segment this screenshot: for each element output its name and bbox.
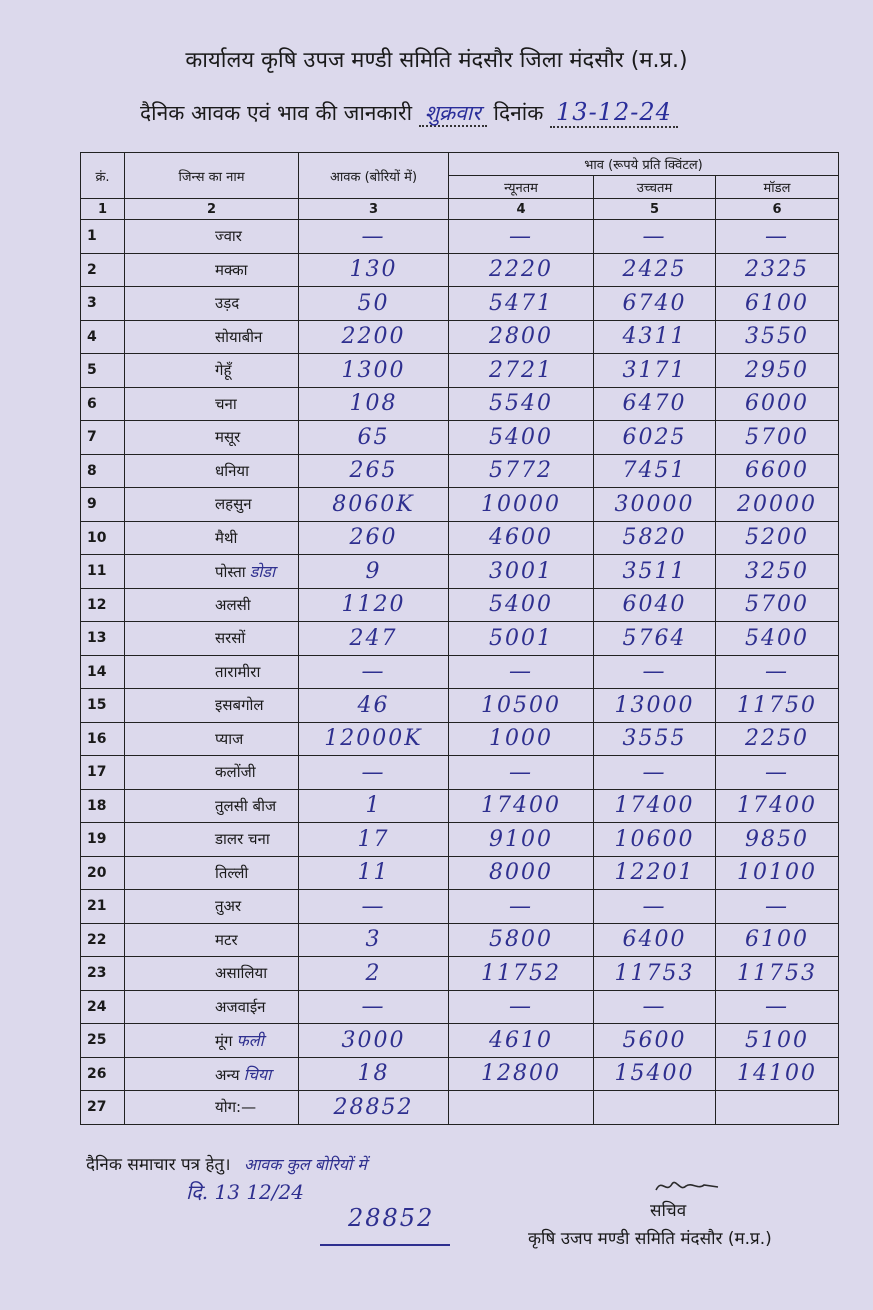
row-max-price: 5600 [594,1024,716,1058]
row-commodity [125,488,299,522]
row-min-price: 1000 [449,722,594,756]
table-row [81,421,839,455]
row-sn: 5 [81,354,125,388]
row-sn: 27 [81,1091,125,1125]
handwritten-arrival-note: आवक कुल बोरियों में [243,1155,367,1174]
table-row [81,622,839,656]
row-max-price: 6400 [594,923,716,957]
row-sn: 24 [81,990,125,1024]
table-row [81,454,839,488]
commodity-note: डोडा [249,562,276,582]
row-min-price: 8000 [449,856,594,890]
row-sn: 22 [81,923,125,957]
row-arrival: 17 [299,823,449,857]
row-min-price: 5400 [449,421,594,455]
row-arrival: 65 [299,421,449,455]
row-arrival: — [299,756,449,790]
header-commodity: जिन्स का नाम [125,153,299,199]
row-modal-price: 6600 [716,454,839,488]
commodity-name: असालिया [215,964,268,983]
row-modal-price: 2250 [716,722,839,756]
row-max-price: 7451 [594,454,716,488]
report-subtitle: दैनिक आवक एवं भाव की जानकारी [140,101,413,125]
row-modal-price: 2325 [716,253,839,287]
office-title: कार्यालय कृषि उपज मण्डी समिति मंदसौर जिला मंदसौर (म.प्र.) [185,48,688,73]
row-sn: 4 [81,320,125,354]
row-sn: 3 [81,287,125,321]
report-date: 13-12-24 [550,98,678,128]
row-max-price: 3171 [594,354,716,388]
row-commodity [125,990,299,1024]
commodity-name: मसूर [215,428,241,447]
row-min-price: 3001 [449,555,594,589]
table-row [81,722,839,756]
commodity-note: चिया [243,1064,272,1084]
header-sn: क्रं. [81,153,125,199]
row-min-price: — [449,756,594,790]
row-commodity [125,287,299,321]
row-min-price: 5471 [449,287,594,321]
row-arrival: 1120 [299,588,449,622]
commodity-name: तारामीरा [215,662,261,681]
secretary-label: सचिव [650,1201,687,1221]
row-max-price: 15400 [594,1057,716,1091]
commodity-name: तिल्ली [215,863,249,882]
row-max-price: 11753 [594,957,716,991]
index-cell: 3 [299,199,449,220]
row-min-price: 17400 [449,789,594,823]
row-min-price: 5001 [449,622,594,656]
row-max-price: 6025 [594,421,716,455]
row-min-price: 2800 [449,320,594,354]
row-max-price: 6470 [594,387,716,421]
row-arrival: 1 [299,789,449,823]
row-commodity [125,454,299,488]
table-row [81,823,839,857]
row-max-price: 4311 [594,320,716,354]
row-min-price: 5800 [449,923,594,957]
row-arrival: — [299,990,449,1024]
row-commodity [125,655,299,689]
commodity-name: अन्य [215,1065,240,1084]
header-modal: मॉडल [716,176,839,199]
row-modal-price: 11750 [716,689,839,723]
table-row [81,287,839,321]
row-max-price [594,1091,716,1125]
row-arrival: 50 [299,287,449,321]
row-sn: 26 [81,1057,125,1091]
row-sn: 13 [81,622,125,656]
header-arrival: आवक (बोरियों में) [299,153,449,199]
row-modal-price: 6100 [716,287,839,321]
commodity-name: कलोंजी [215,763,256,782]
row-arrival: 3000 [299,1024,449,1058]
row-commodity [125,789,299,823]
row-arrival: 130 [299,253,449,287]
table-row [81,1091,839,1125]
commodity-name: सोयाबीन [215,327,263,346]
header-max: उच्चतम [594,176,716,199]
header-price-group: भाव (रूपये प्रति क्विंटल) [449,153,839,176]
row-arrival: 18 [299,1057,449,1091]
commodity-name: गेहूँ [215,361,232,380]
row-arrival: 1300 [299,354,449,388]
row-max-price: 5820 [594,521,716,555]
row-sn: 10 [81,521,125,555]
newspaper-label: दैनिक समाचार पत्र हेतु। [86,1155,231,1175]
row-modal-price: 9850 [716,823,839,857]
row-modal-price: 3250 [716,555,839,589]
row-min-price [449,1091,594,1125]
row-modal-price: — [716,220,839,254]
row-sn: 21 [81,890,125,924]
row-arrival: 260 [299,521,449,555]
row-min-price: 10500 [449,689,594,723]
row-sn: 17 [81,756,125,790]
row-commodity [125,555,299,589]
row-modal-price: 11753 [716,957,839,991]
table-row [81,253,839,287]
table-row [81,588,839,622]
row-arrival: — [299,655,449,689]
row-modal-price: 10100 [716,856,839,890]
row-arrival: 3 [299,923,449,957]
table-row [81,555,839,589]
table-row [81,990,839,1024]
row-modal-price: — [716,756,839,790]
commodity-name: धनिया [215,461,250,480]
row-min-price: 4600 [449,521,594,555]
row-max-price: 6740 [594,287,716,321]
report-day: शुक्रवार [419,101,487,127]
index-cell: 1 [81,199,125,220]
table-row [81,320,839,354]
row-arrival: — [299,890,449,924]
row-max-price: 3555 [594,722,716,756]
row-commodity [125,722,299,756]
row-arrival: 9 [299,555,449,589]
row-commodity [125,521,299,555]
column-index-row [81,199,839,220]
table-row [81,756,839,790]
row-commodity [125,689,299,723]
row-arrival: 8060K [299,488,449,522]
row-modal-price: — [716,990,839,1024]
row-min-price: 11752 [449,957,594,991]
row-min-price: 10000 [449,488,594,522]
row-max-price: — [594,890,716,924]
commodity-name: तुअर [215,897,242,916]
index-cell: 2 [125,199,299,220]
handwritten-total: 28852 [348,1204,435,1232]
commodity-name: प्याज [215,729,244,748]
table-row [81,1057,839,1091]
index-cell: 5 [594,199,716,220]
commodity-name: तुलसी बीज [215,796,277,815]
row-commodity [125,1024,299,1058]
row-arrival: 12000K [299,722,449,756]
row-commodity [125,354,299,388]
table-row [81,521,839,555]
table-row [81,890,839,924]
row-max-price: 5764 [594,622,716,656]
table-row [81,1024,839,1058]
index-cell: 4 [449,199,594,220]
row-arrival: 2200 [299,320,449,354]
row-sn: 7 [81,421,125,455]
row-modal-price: 3550 [716,320,839,354]
commodity-name: लहसुन [215,495,252,514]
row-commodity [125,1057,299,1091]
table-row [81,220,839,254]
table-row [81,689,839,723]
row-min-price: 12800 [449,1057,594,1091]
row-commodity [125,220,299,254]
commodity-note: फली [236,1031,264,1051]
row-modal-price: — [716,890,839,924]
row-modal-price: 20000 [716,488,839,522]
row-max-price: 2425 [594,253,716,287]
row-min-price: 5540 [449,387,594,421]
table-row [81,957,839,991]
row-modal-price: 6100 [716,923,839,957]
row-modal-price: 14100 [716,1057,839,1091]
row-sn: 16 [81,722,125,756]
row-sn: 12 [81,588,125,622]
row-sn: 14 [81,655,125,689]
row-modal-price: 5100 [716,1024,839,1058]
report-subtitle-line [140,98,678,127]
row-max-price: 10600 [594,823,716,857]
row-commodity [125,756,299,790]
row-max-price: 3511 [594,555,716,589]
index-cell: 6 [716,199,839,220]
row-sn: 6 [81,387,125,421]
commodity-name: चना [215,394,237,413]
row-min-price: 2220 [449,253,594,287]
table-row [81,856,839,890]
commodity-name: मैथी [215,528,238,547]
row-commodity [125,320,299,354]
row-max-price: 6040 [594,588,716,622]
row-commodity [125,622,299,656]
table-row [81,655,839,689]
commodity-name: डालर चना [215,830,270,849]
row-min-price: 2721 [449,354,594,388]
row-commodity [125,588,299,622]
row-modal-price: 5400 [716,622,839,656]
date-label: दिनांक [493,101,544,125]
row-sn: 18 [81,789,125,823]
table-row [81,789,839,823]
row-arrival: 11 [299,856,449,890]
commodity-name: उड़द [215,294,240,313]
table-row [81,387,839,421]
row-min-price: 5400 [449,588,594,622]
row-sn: 25 [81,1024,125,1058]
row-min-price: — [449,890,594,924]
commodity-name: इसबगोल [215,696,264,715]
row-max-price: — [594,990,716,1024]
row-max-price: 17400 [594,789,716,823]
table-row [81,354,839,388]
secretary-office: कृषि उजप मण्डी समिति मंदसौर (म.प्र.) [528,1229,772,1249]
table-row [81,488,839,522]
commodity-name: पोस्ता [215,563,246,582]
row-commodity [125,890,299,924]
row-max-price: — [594,220,716,254]
row-commodity [125,957,299,991]
row-commodity [125,856,299,890]
commodity-name: अजवाईन [215,997,266,1016]
commodity-name: ज्वार [215,227,242,246]
price-table [80,152,839,1125]
row-modal-price: 5700 [716,421,839,455]
row-sn: 19 [81,823,125,857]
row-modal-price: 17400 [716,789,839,823]
commodity-name: मटर [215,930,238,949]
row-max-price: 12201 [594,856,716,890]
row-min-price: — [449,655,594,689]
row-sn: 15 [81,689,125,723]
row-sn: 20 [81,856,125,890]
row-sn: 11 [81,555,125,589]
row-commodity [125,387,299,421]
row-sn: 1 [81,220,125,254]
commodity-name: मूंग [215,1032,233,1051]
row-arrival: 2 [299,957,449,991]
row-arrival: 28852 [299,1091,449,1125]
row-min-price: 9100 [449,823,594,857]
row-modal-price: 2950 [716,354,839,388]
row-max-price: — [594,655,716,689]
commodity-name: मक्का [215,260,248,279]
row-max-price: 13000 [594,689,716,723]
row-commodity [125,823,299,857]
row-sn: 2 [81,253,125,287]
row-min-price: 4610 [449,1024,594,1058]
handwritten-date: दि. 13 12/24 [186,1180,304,1204]
row-max-price: — [594,756,716,790]
row-modal-price: — [716,655,839,689]
row-arrival: 108 [299,387,449,421]
commodity-name: सरसों [215,629,246,648]
row-modal-price [716,1091,839,1125]
row-modal-price: 6000 [716,387,839,421]
row-commodity [125,923,299,957]
row-commodity [125,421,299,455]
row-arrival: 46 [299,689,449,723]
row-sn: 9 [81,488,125,522]
row-min-price: 5772 [449,454,594,488]
row-modal-price: 5200 [716,521,839,555]
signature-mark [652,1176,722,1196]
row-sn: 23 [81,957,125,991]
row-arrival: 247 [299,622,449,656]
row-min-price: — [449,220,594,254]
row-max-price: 30000 [594,488,716,522]
row-min-price: — [449,990,594,1024]
row-arrival: 265 [299,454,449,488]
row-commodity [125,253,299,287]
commodity-name: अलसी [215,595,251,614]
row-commodity [125,1091,299,1125]
commodity-name: योग:— [215,1098,257,1117]
table-row [81,923,839,957]
row-modal-price: 5700 [716,588,839,622]
row-arrival: — [299,220,449,254]
row-sn: 8 [81,454,125,488]
header-min: न्यूनतम [449,176,594,199]
newspaper-note [86,1152,367,1175]
underline [320,1244,450,1246]
